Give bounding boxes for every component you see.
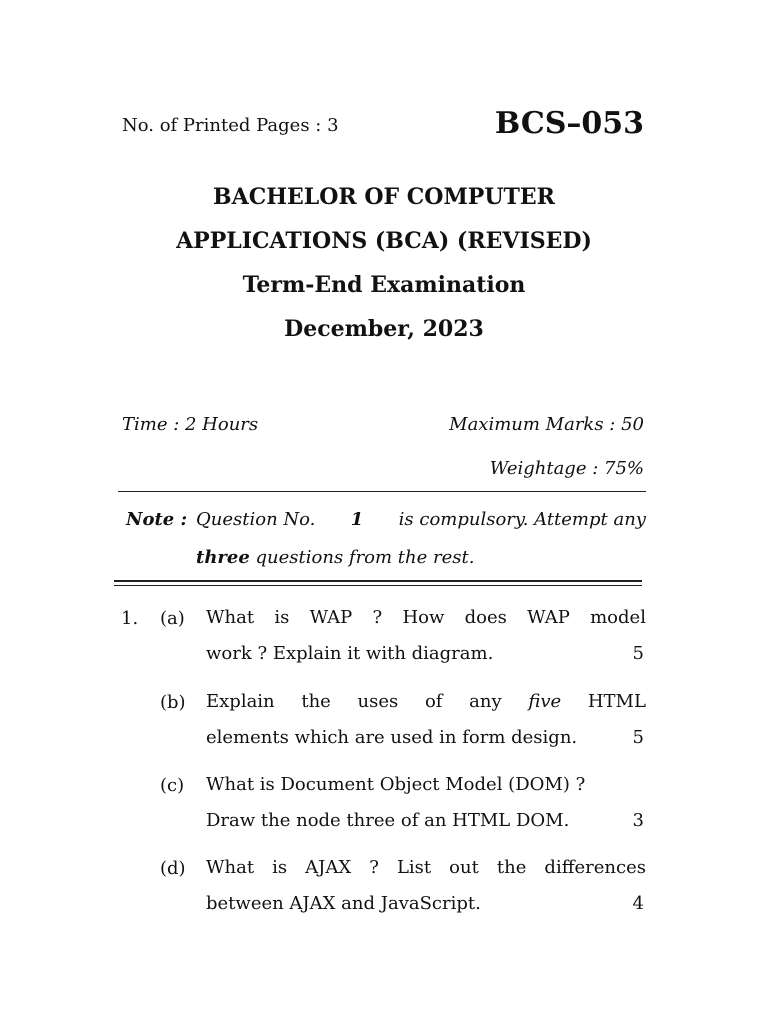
- note-line-1: [196, 509, 646, 530]
- question-number: 1.: [121, 608, 139, 629]
- word: List: [396, 857, 432, 878]
- part-a-line-1: [206, 600, 646, 636]
- part-d-label: (d): [160, 858, 186, 879]
- part-c-text: [206, 767, 646, 839]
- part-b-label: (b): [160, 692, 186, 713]
- word: is: [274, 607, 290, 628]
- part-d-text: [206, 850, 646, 922]
- note-text-compulsory: is compulsory. Attempt any: [398, 509, 646, 530]
- part-b-line-1: [206, 684, 646, 720]
- part-a-line-2: [206, 636, 646, 672]
- word: the: [301, 691, 331, 712]
- title-line-2: APPLICATIONS (BCA) (REVISED): [176, 228, 592, 254]
- part-c-line-1: [206, 767, 646, 803]
- word: WAP: [309, 607, 353, 628]
- word: AJAX: [305, 857, 352, 878]
- note-text-question-no: Question No.: [196, 509, 316, 530]
- note-question-number: 1: [350, 509, 364, 530]
- word: What: [206, 607, 255, 628]
- note-text-rest: questions from the rest.: [249, 547, 475, 568]
- word: HTML: [587, 691, 646, 712]
- part-d-line-2-text: between AJAX and JavaScript.: [206, 893, 481, 914]
- word: How: [402, 607, 445, 628]
- exam-name: Term-End Examination: [242, 272, 526, 298]
- word: ?: [372, 607, 383, 628]
- part-a-text: [206, 600, 646, 672]
- word: What: [206, 857, 255, 878]
- part-b-marks: 5: [632, 727, 644, 748]
- part-b-line-2: [206, 720, 646, 756]
- part-c-line-2: [206, 803, 646, 839]
- max-marks: Maximum Marks : 50: [449, 414, 644, 435]
- divider-top: [118, 491, 646, 492]
- word: Explain: [206, 691, 275, 712]
- word: is: [272, 857, 288, 878]
- part-b-line-2-text: elements which are used in form design.: [206, 727, 578, 748]
- word: the: [496, 857, 527, 878]
- divider-double-1: [114, 580, 642, 582]
- word: does: [464, 607, 507, 628]
- part-c-marks: 3: [632, 810, 644, 831]
- course-code: BCS–053: [494, 106, 644, 141]
- weightage: Weightage : 75%: [489, 458, 644, 479]
- part-b-text: [206, 684, 646, 756]
- note-line-2: [196, 547, 474, 568]
- word-italic: five: [528, 691, 562, 712]
- printed-pages-count: No. of Printed Pages : 3: [122, 115, 339, 136]
- part-d-marks: 4: [632, 893, 644, 914]
- title-line-1: BACHELOR OF COMPUTER: [213, 184, 555, 210]
- note-label: Note :: [126, 509, 188, 530]
- part-a-line-2-text: work ? Explain it with diagram.: [206, 643, 494, 664]
- word: ?: [369, 857, 379, 878]
- part-c-line-1-text: What is Document Object Model (DOM) ?: [206, 774, 586, 795]
- exam-date: December, 2023: [284, 316, 484, 342]
- word: WAP: [527, 607, 570, 628]
- part-d-line-1: [206, 850, 646, 886]
- part-a-marks: 5: [632, 643, 644, 664]
- part-a-label: (a): [160, 608, 185, 629]
- word: model: [590, 607, 646, 628]
- note-three: three: [196, 547, 250, 568]
- part-d-line-2: [206, 886, 646, 922]
- part-c-label: (c): [160, 775, 185, 796]
- word: of: [424, 691, 443, 712]
- part-c-line-2-text: Draw the node three of an HTML DOM.: [206, 810, 570, 831]
- word: uses: [357, 691, 399, 712]
- word: differences: [544, 857, 646, 878]
- divider-double-2: [114, 585, 642, 586]
- word: out: [449, 857, 479, 878]
- word: any: [469, 691, 502, 712]
- exam-time: Time : 2 Hours: [122, 414, 259, 435]
